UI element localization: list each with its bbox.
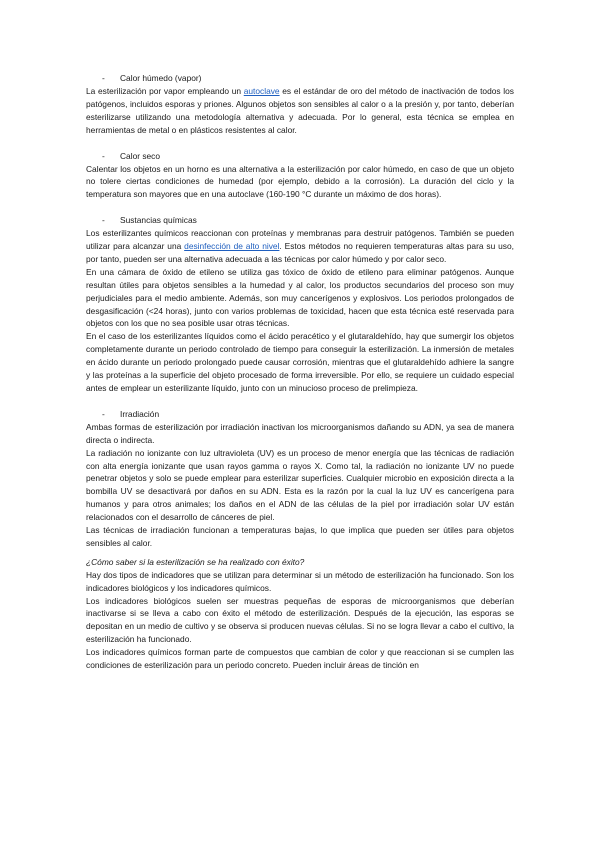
paragraph: En una cámara de óxido de etileno se utiliza gas tóxico de óxido de etileno para eliminar patógenos. Aunque resultan útiles para objetos sensibles a la humedad y al calor, los productos secundarios del proceso son muy perjudiciales para el medio ambiente. Además, son muy cancerígenos y explosivos. Los periodos prolongados de desgasificación (<24 horas), junto con varios problemas de toxicidad, hacen que esta técnica esté reservada para objetos con los que no sea posible usar otras técnicas.	[86, 266, 514, 329]
paragraph: Hay dos tipos de indicadores que se utilizan para determinar si un método de esterilización ha funcionado. Son los indicadores biológicos y los indicadores químicos.	[86, 569, 514, 593]
section-heading-text: Irradiación	[120, 408, 160, 419]
bullet-dash: -	[102, 215, 105, 226]
bullet-dash: -	[102, 150, 105, 161]
paragraph	[86, 227, 514, 266]
bullet-dash: -	[102, 73, 105, 83]
paragraph: Los indicadores biológicos suelen ser muestras pequeñas de esporas de microorganismos que deberían inactivarse si se lleva a cabo con éxito el método de esterilización. Después de la ejecución, las esporas se depositan en un medio de cultivo y se observa si producen nuevas células. Si no se logra llevar a cabo el cultivo, la esterilización ha funcionado.	[86, 595, 514, 645]
section-heading-sustancias-quimicas	[86, 214, 514, 227]
document-body	[86, 72, 514, 672]
paragraph-text: . Estos métodos no requieren temperaturas altas para su uso, por tanto, pueden ser una alternativa adecuada a las técnicas por calor húmedo y por calor seco.	[86, 241, 514, 264]
section-heading-calor-seco	[86, 150, 514, 163]
section-question-heading: ¿Cómo saber si la esterilización se ha realizado con éxito?	[86, 556, 305, 567]
paragraph-text: Los esterilizantes químicos reaccionan con proteínas y membranas para destruir patógenos. También se pueden utilizar para alcanzar una	[86, 228, 514, 252]
spacer	[86, 137, 514, 150]
paragraph: En el caso de los esterilizantes líquidos como el ácido peracético y el glutaraldehído, hay que sumergir los objetos completamente durante un periodo controlado de tiempo para conseguir la esterilización. La inmersión de metales en ácido durante un periodo prolongado puede causar corrosión, mientras que el glutaraldehído adhiere la sangre y las proteínas a la superficie del objeto procesado de forma irreversible. Por ello, se requiere un cuidado especial antes de emplear un esterilizante líquido, junto con un minucioso proceso de prelimpieza.	[86, 331, 514, 393]
paragraph: Calentar los objetos en un horno es una alternativa a la esterilización por calor húmedo, en caso de que un objeto no tolere ciertas condiciones de humedad (por ejemplo, debido a la corrosión). La duración del ciclo y la temperatura son mayores que en una autoclave (160-190 °C durante un máximo de dos horas).	[86, 163, 514, 200]
paragraph-text: es el estándar de oro del método de inactivación de todos los patógenos, incluidos esporas y priones. Algunos objetos son sensibles al calor o a la presión y, por tanto, deberían esterilizarse utilizando una metodología alternativa y adecuada. Por lo general, esta técnica se emplea en herramientas de metal o en plásticos resistentes al calor.	[86, 86, 514, 135]
spacer	[86, 201, 514, 214]
spacer	[86, 395, 514, 408]
paragraph	[86, 85, 514, 137]
section-heading-text: Sustancias químicas	[120, 215, 197, 226]
paragraph: Ambas formas de esterilización por irradiación inactivan los microorganismos dañando su ADN, ya sea de manera directa o indirecta.	[86, 421, 514, 445]
section-heading-irradiacion	[86, 408, 514, 421]
section-heading-text: Calor seco	[120, 150, 161, 161]
paragraph: Las técnicas de irradiación funcionan a temperaturas bajas, lo que implica que pueden ser útiles para objetos sensibles al calor.	[86, 525, 514, 548]
desinfeccion-alto-nivel-link[interactable]: desinfección de alto nivel	[184, 241, 280, 252]
paragraph: La radiación no ionizante con luz ultravioleta (UV) es un proceso de menor energía que las técnicas de radiación con alta energía ionizante que usan rayos gamma o rayos X. Como tal, la radiación no ionizante UV no puede penetrar objetos y solo se puede emplear para esterilizar superficies. Cualquier microbio en exposición directa a la bombilla UV se desactivará por daños en su ADN. Esta es la razón por la cual la luz UV es cancerígena para humanos y para otros animales; los daños en el ADN de las células de la piel por irradiación solar UV están relacionados con el desarrollo de cánceres de piel.	[86, 447, 514, 523]
autoclave-link[interactable]: autoclave	[243, 86, 280, 96]
paragraph-text: La esterilización por vapor empleando un	[86, 86, 244, 96]
section-heading-calor-humedo	[86, 72, 514, 85]
section-heading-text: Calor húmedo (vapor)	[120, 73, 202, 83]
bullet-dash: -	[102, 408, 105, 419]
paragraph: Los indicadores químicos forman parte de compuestos que cambian de color y que reaccionan si se cumplen las condiciones de esterilización para un periodo concreto. Pueden incluir áreas de tinción en	[86, 647, 514, 671]
